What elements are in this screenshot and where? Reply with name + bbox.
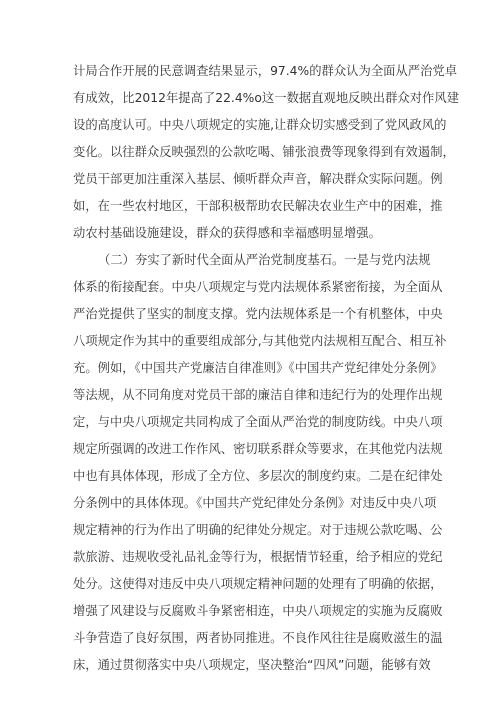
text-line-1: 计局合作开展的民意调查结果显示，97.4%的群众认为全面从严治党卓 [73,64,458,78]
text-line-10: 严治党提供了坚实的制度支撑。党内法规体系是一个有机整体，中央 [73,307,443,321]
section-heading-line: （二）夯实了新时代全面从严治党制度基石。一是与党内法规 [98,253,431,267]
text-line-7: 动农村基础设施建设，群众的获得感和幸福感明显增强。 [73,226,381,240]
text-line-15: 规定所强调的改进工作作风、密切联系群众等要求，在其他党内法规 [73,442,443,456]
text-line-9: 体系的衔接配套。中央八项规定与党内法规体系紧密衔接，为全面从 [73,280,443,294]
text-line-18: 规定精神的行为作出了明确的纪律处分规定。对于违规公款吃喝、公 [73,523,443,537]
text-line-16: 中也有具体体现，形成了全方位、多层次的制度约束。二是在纪律处 [73,469,443,483]
text-line-17: 分条例中的具体体现。《中国共产党纪律处分条例》对违反中央八项 [73,496,437,510]
text-line-11: 八项规定作为其中的重要组成部分,与其他党内法规相互配合、相互补 [73,334,447,348]
text-line-2: 有成效，比2012年提高了22.4%o这一数据直观地反映出群众对作风建 [73,91,460,105]
text-line-23: 床，通过贯彻落实中央八项规定，坚决整治“四风”问题，能够有效 [73,658,431,672]
text-line-21: 增强了风建设与反腐败斗争紧密相连，中央八项规定的实施为反腐败 [73,604,443,618]
text-line-22: 斗争营造了良好氛围，两者协同推进。不良作风往往是腐败滋生的温 [73,631,443,645]
text-line-6: 如，在一些农村地区，干部积极帮助农民解决农业生产中的困难，推 [73,199,443,213]
text-line-5: 党员干部更加注重深入基层、倾听群众声音，解决群众实际问题。例 [73,172,443,186]
text-line-13: 等法规，从不同角度对党员干部的廉洁自律和违纪行为的处理作出规 [73,388,443,402]
text-line-4: 变化。以往群众反映强烈的公款吃喝、铺张浪费等现象得到有效遏制， [73,145,455,159]
text-line-19: 款旅游、违规收受礼品礼金等行为，根据情节轻重，给予相应的党纪 [73,550,443,564]
text-line-3: 设的高度认可。中央八项规定的实施,让群众切实感受到了党风政风的 [73,118,447,132]
text-line-14: 定，与中央八项规定共同构成了全面从严治党的制度防线。中央八项 [73,415,443,429]
text-line-20: 处分。这使得对违反中央八项规定精神问题的处理有了明确的依据， [73,577,443,591]
text-line-12: 充。例如，《中国共产党廉洁自律准则》《中国共产党纪律处分条例》 [73,361,443,375]
